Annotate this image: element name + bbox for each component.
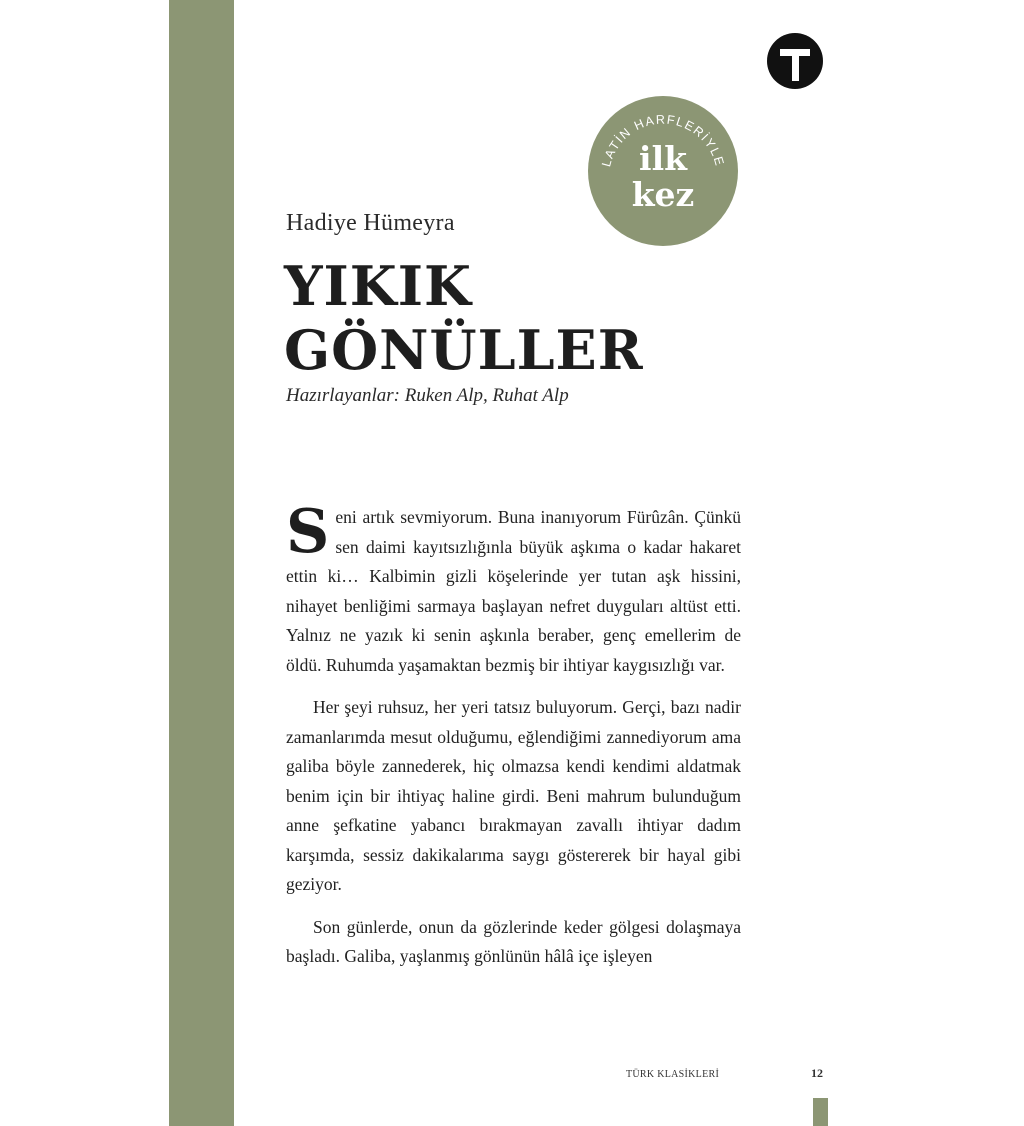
paragraph-1-text: eni artık sevmiyorum. Buna inanıyorum Fürûzân. Çünkü sen daimi kayıtsızlığınla büyük aşkıma o kadar hakaret ettin ki… Kalbimin gizli köşelerinde yer tutan aşk hissini, nihayet benliğimi sarmaya başlayan nefret duyguları altüst etti. Yalnız ne yazık ki senin aşkınla beraber, genç emellerim de öldü. Ruhumda yaşamaktan bezmiş bir ihtiyar kaygısızlığı var. — [286, 507, 741, 675]
author-name: Hadiye Hümeyra — [286, 210, 455, 236]
book-title-line-1: YIKIK — [284, 254, 472, 318]
book-title — [284, 254, 644, 382]
badge-arc-text: LATİN HARFLERİYLE — [599, 112, 727, 169]
side-color-bar — [169, 0, 234, 1126]
book-title-line-2: GÖNÜLLER — [284, 318, 644, 382]
publisher-logo-icon — [766, 32, 824, 90]
first-time-badge — [588, 96, 738, 246]
page-edge-marker — [813, 1098, 828, 1126]
paragraph-3: Son günlerde, onun da gözlerinde keder gölgesi dolaşmaya başladı. Galiba, yaşlanmış gönlünün hâlâ içe işleyen — [286, 916, 741, 966]
badge-line-2: kez — [631, 175, 695, 214]
paragraph-2: Her şeyi ruhsuz, her yeri tatsız buluyorum. Gerçi, bazı nadir zamanlarımda mesut olduğumu, eğlendiğimi zannediyorum ama galiba böyle zannederek, hiç olmazsa kendi kendimi aldatmak benim için bir ihtiyaç haline girdi. Beni mahrum bulunduğum anne şefkatine yabancı bırakmayan zavallı ihtiyar dadım karşımda, sessiz dakikalarıma saygı göstererek bir hayal gibi geziyor. — [286, 697, 741, 894]
drop-cap: S — [286, 497, 330, 567]
series-name: TÜRK KLASİKLERİ — [626, 1069, 720, 1080]
page-number: 12 — [811, 1066, 823, 1080]
paragraph-1 — [286, 497, 741, 680]
editors-credit: Hazırlayanlar: Ruken Alp, Ruhat Alp — [286, 385, 569, 406]
body-text — [286, 497, 741, 985]
badge-line-1: ilk — [639, 139, 687, 178]
